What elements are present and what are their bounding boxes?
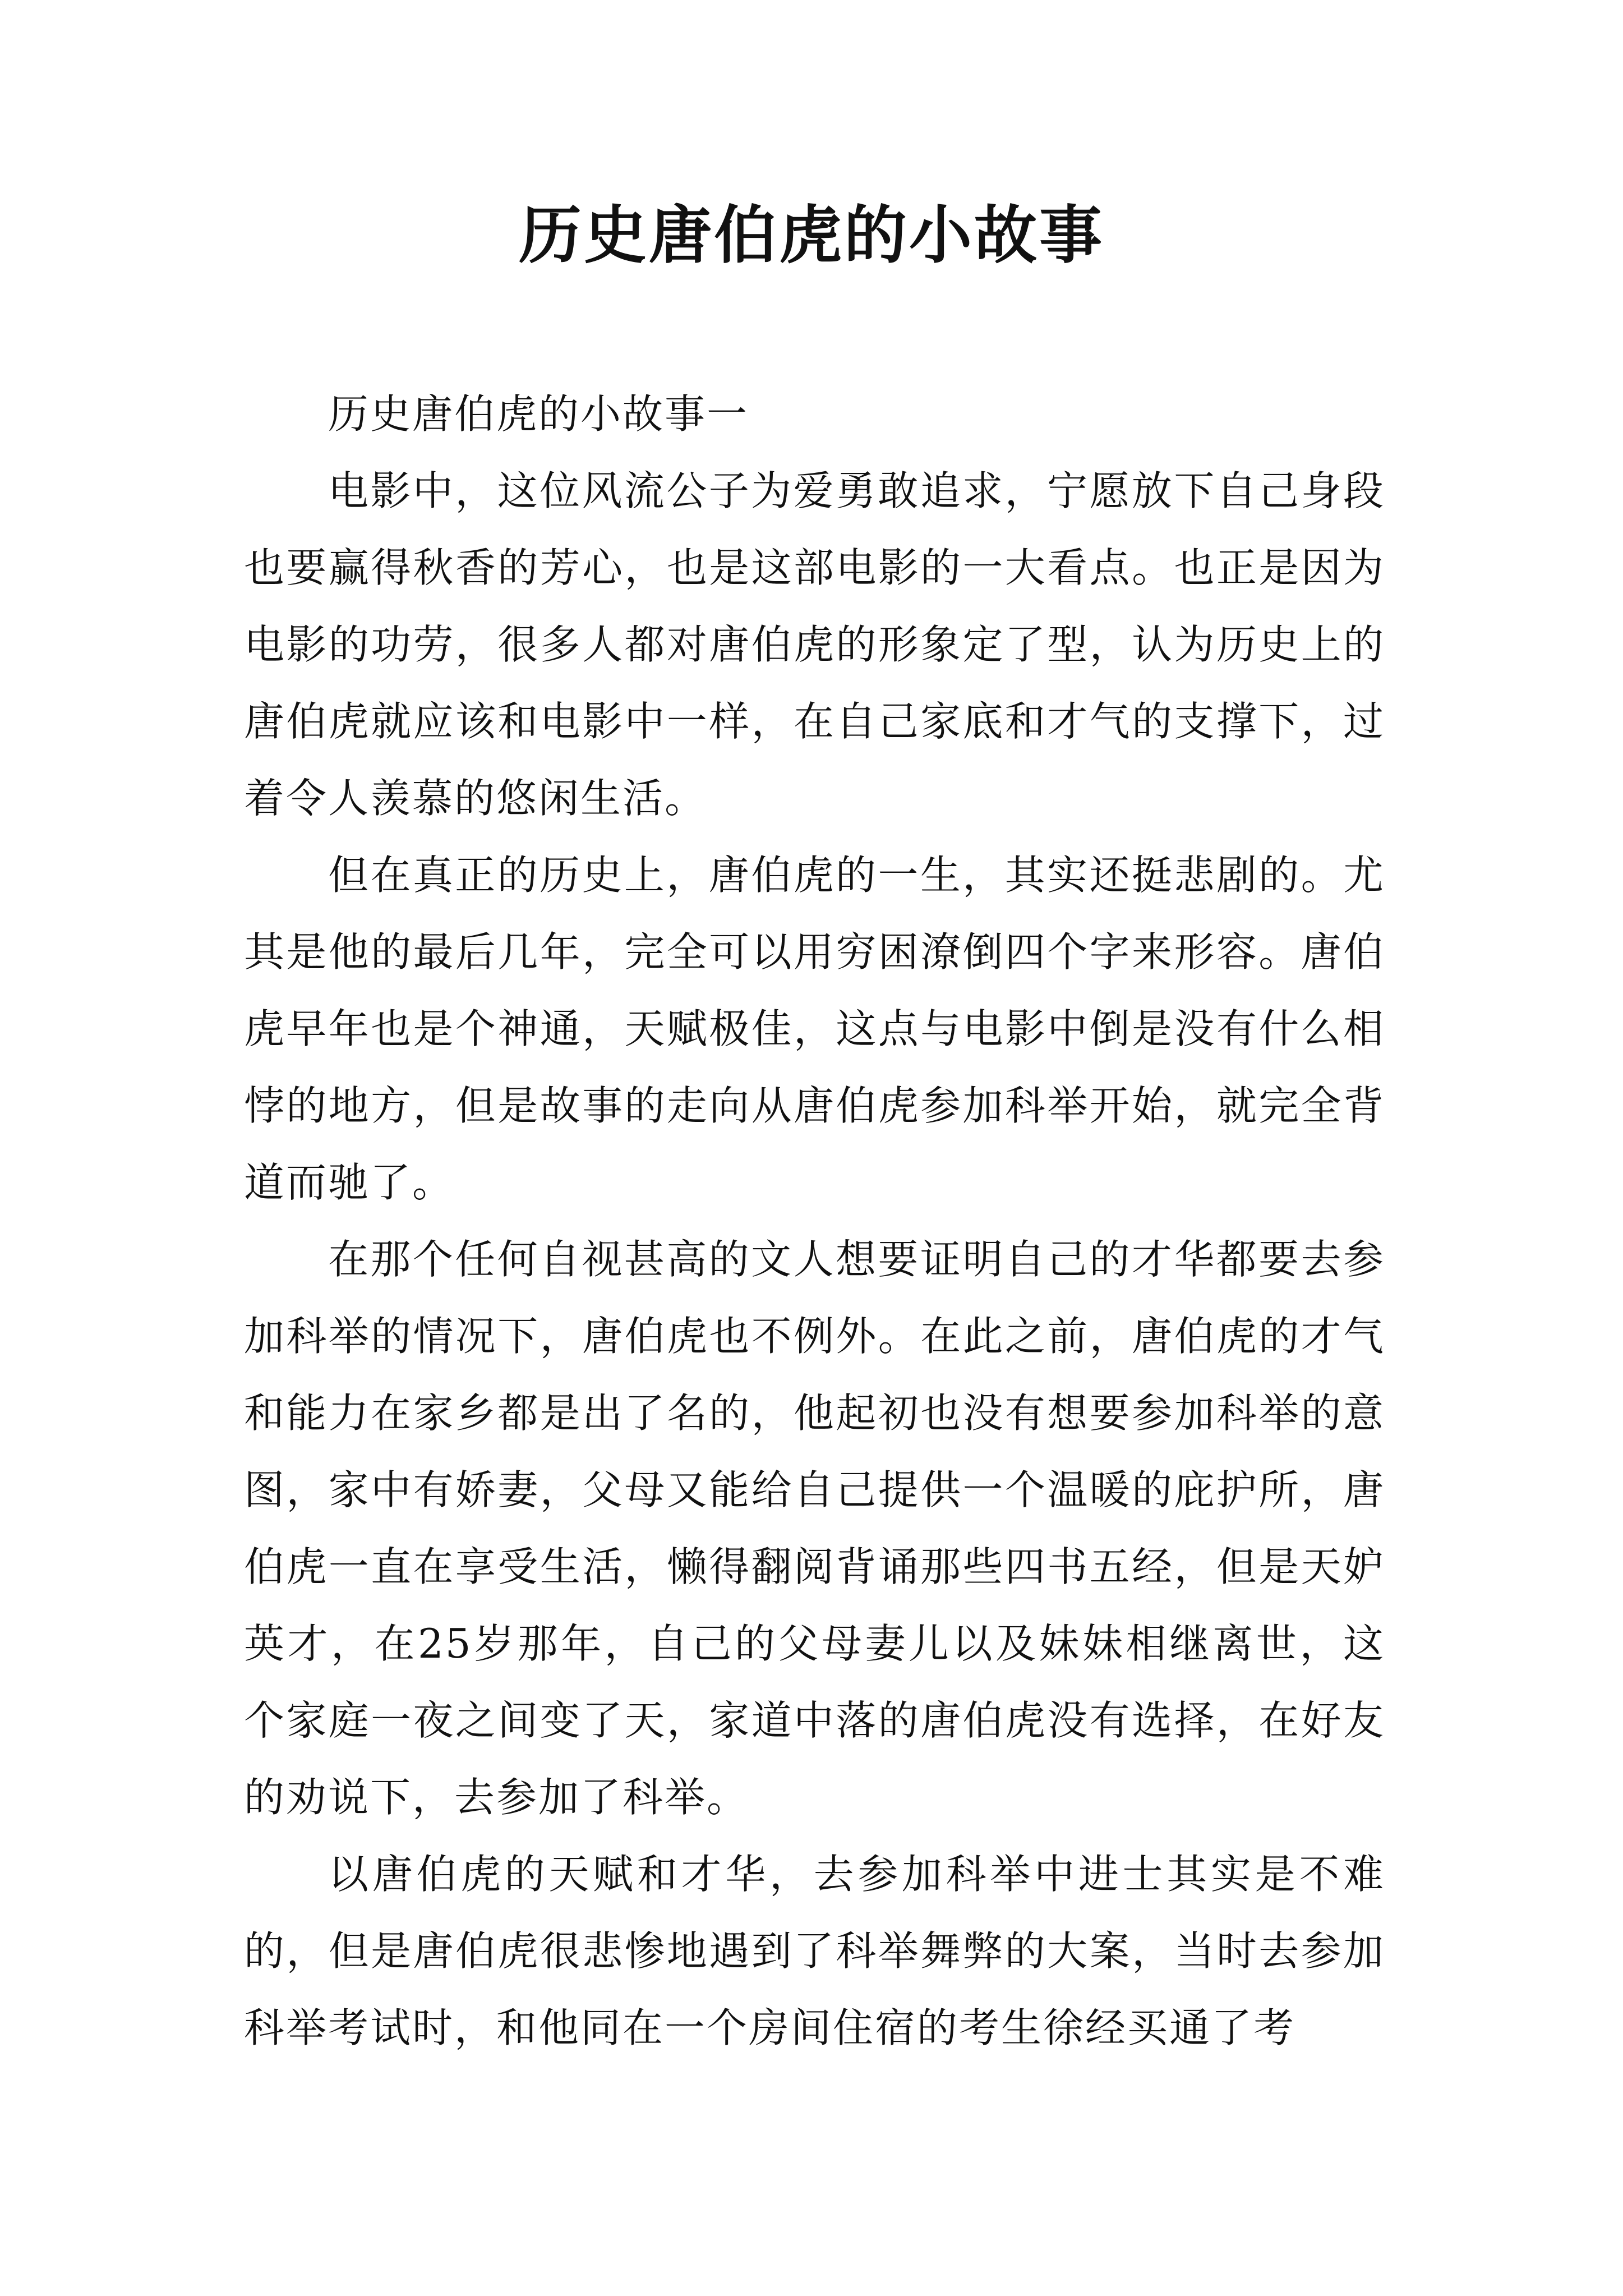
paragraph-subheading: 历史唐伯虎的小故事一: [328, 390, 749, 438]
paragraph: 在那个任何自视甚高的文人想要证明自己的才华都要去参加科举的情况下，唐伯虎也不例外。在此之前，唐伯虎的才气和能力在家乡都是出了名的，他起初也没有想要参加科举的意图，家中有娇妻，父母又能给自己提供一个温暖的庇护所，唐伯虎一直在享受生活，懒得翻阅背诵那些四书五经，但是天妒英才，在25岁那年，自己的父母妻儿以及妹妹相继离世，这个家庭一夜之间变了天，家道中落的唐伯虎没有选择，在好友的劝说下，去参加了科举。: [244, 1236, 1385, 1821]
document-title: 历史唐伯虎的小故事: [519, 199, 1104, 272]
paragraph: 但在真正的历史上，唐伯虎的一生，其实还挺悲剧的。尤其是他的最后几年，完全可以用穷困潦倒四个字来形容。唐伯虎早年也是个神通，天赋极佳，这点与电影中倒是没有什么相悖的地方，但是故事的走向从唐伯虎参加科举开始，就完全背道而驰了。: [244, 852, 1385, 1206]
paragraph: 以唐伯虎的天赋和才华，去参加科举中进士其实是不难的，但是唐伯虎很悲惨地遇到了科举舞弊的大案，当时去参加科举考试时，和他同在一个房间住宿的考生徐经买通了考: [244, 1851, 1385, 2051]
document-body: [244, 376, 1385, 2067]
paragraph: 电影中，这位风流公子为爱勇敢追求，宁愿放下自己身段也要赢得秋香的芳心，也是这部电影的一大看点。也正是因为电影的功劳，很多人都对唐伯虎的形象定了型，认为历史上的唐伯虎就应该和电影中一样，在自己家底和才气的支撑下，过着令人羡慕的悠闲生活。: [244, 467, 1385, 822]
